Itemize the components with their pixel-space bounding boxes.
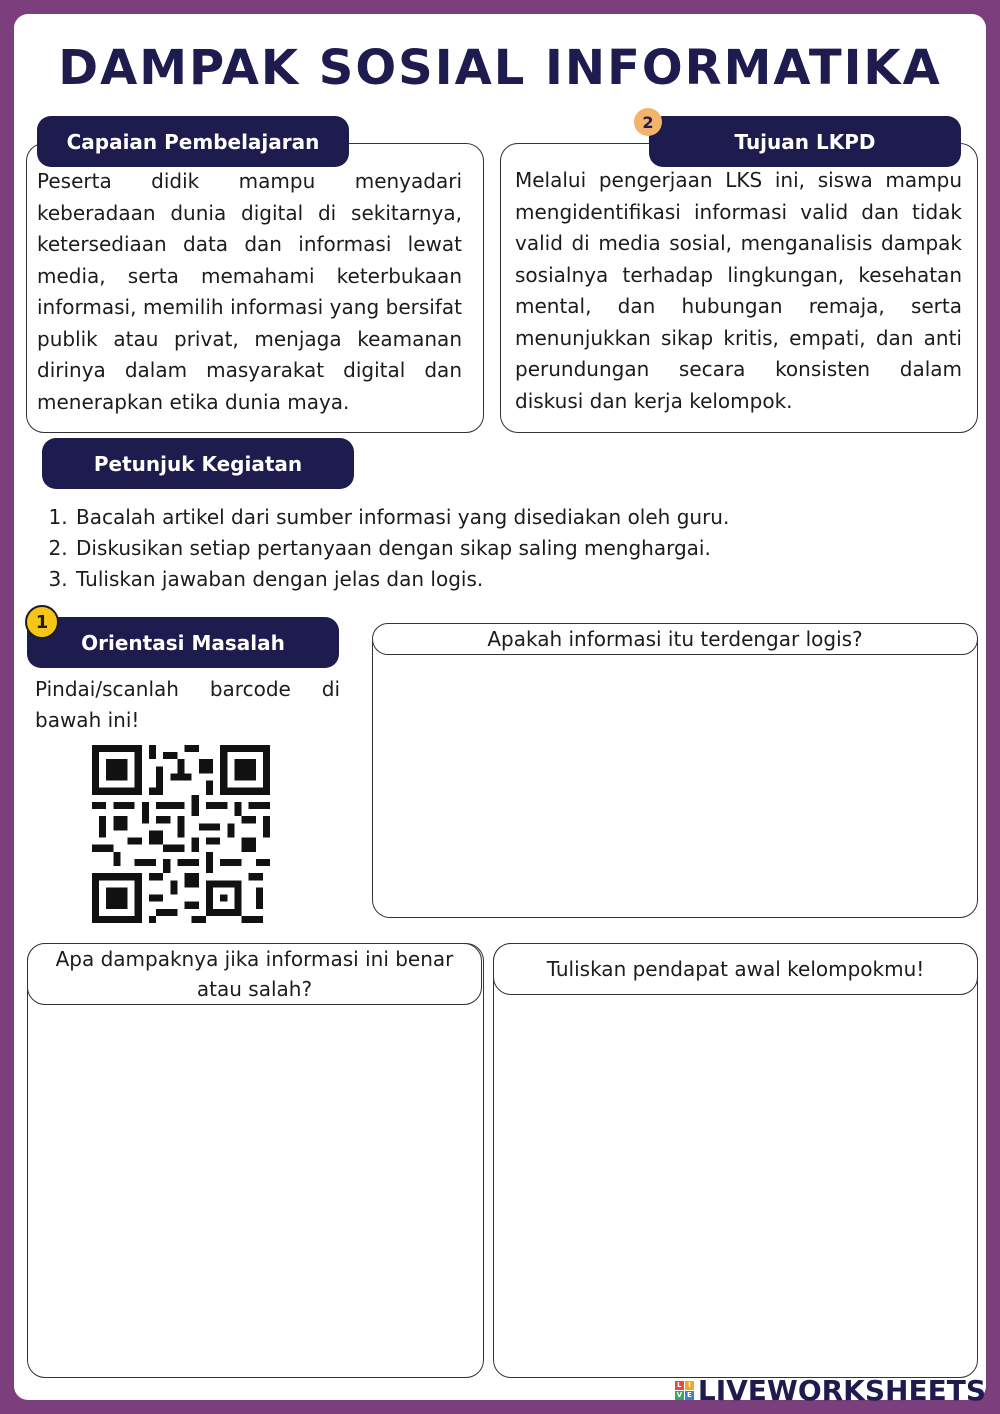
step-1-badge: 1 bbox=[25, 605, 59, 639]
page-title: DAMPAK SOSIAL INFORMATIKA bbox=[58, 40, 942, 96]
orientasi-heading: Orientasi Masalah bbox=[27, 617, 339, 668]
answer-box-q2[interactable] bbox=[27, 943, 484, 1378]
capaian-heading: Capaian Pembelajaran bbox=[37, 116, 349, 167]
qr-code-icon[interactable] bbox=[92, 745, 270, 923]
answer-box-q3[interactable] bbox=[493, 943, 978, 1378]
orientasi-text: Pindai/scanlah barcode di bawah ini! bbox=[35, 677, 340, 732]
question-1-header: Apakah informasi itu terdengar logis? bbox=[372, 623, 978, 655]
step-2-badge: 2 bbox=[634, 108, 662, 136]
answer-box-q1[interactable] bbox=[372, 623, 978, 918]
tujuan-heading: Tujuan LKPD bbox=[649, 116, 961, 167]
capaian-text: Peserta didik mampu menyadari keberadaan dunia digital di sekitarnya, ketersediaan data dan informasi lewat media, serta memahami keterbukaan informasi, memilih informasi yang bersifat publik atau privat, menjaga keamanan dirinya dalam masyarakat digital dan menerapkan etika dunia maya. bbox=[37, 169, 462, 414]
step-item: 1. Bacalah artikel dari sumber informasi yang disediakan oleh guru. bbox=[74, 502, 974, 533]
petunjuk-heading: Petunjuk Kegiatan bbox=[42, 438, 354, 489]
brand-text: LIVEWORKSHEETS bbox=[697, 1374, 986, 1407]
liveworksheets-logo-icon: L I V E bbox=[675, 1381, 694, 1400]
step-item: 2. Diskusikan setiap pertanyaan dengan sikap saling menghargai. bbox=[74, 533, 974, 564]
question-3-header: Tuliskan pendapat awal kelompokmu! bbox=[493, 943, 978, 995]
step-item: 3. Tuliskan jawaban dengan jelas dan logis. bbox=[74, 564, 974, 595]
question-2-header: Apa dampaknya jika informasi ini benar atau salah? bbox=[27, 943, 482, 1005]
tujuan-text: Melalui pengerjaan LKS ini, siswa mampu mengidentifikasi informasi valid dan tidak valid di media sosial, menganalisis dampak sosialnya terhadap lingkungan, kesehatan mental, dan hubungan remaja, serta menunjukkan sikap kritis, empati, dan anti perundungan secara konsisten dalam diskusi dan kerja kelompok. bbox=[515, 168, 962, 413]
liveworksheets-brand bbox=[675, 1374, 986, 1407]
petunjuk-steps bbox=[50, 502, 974, 595]
